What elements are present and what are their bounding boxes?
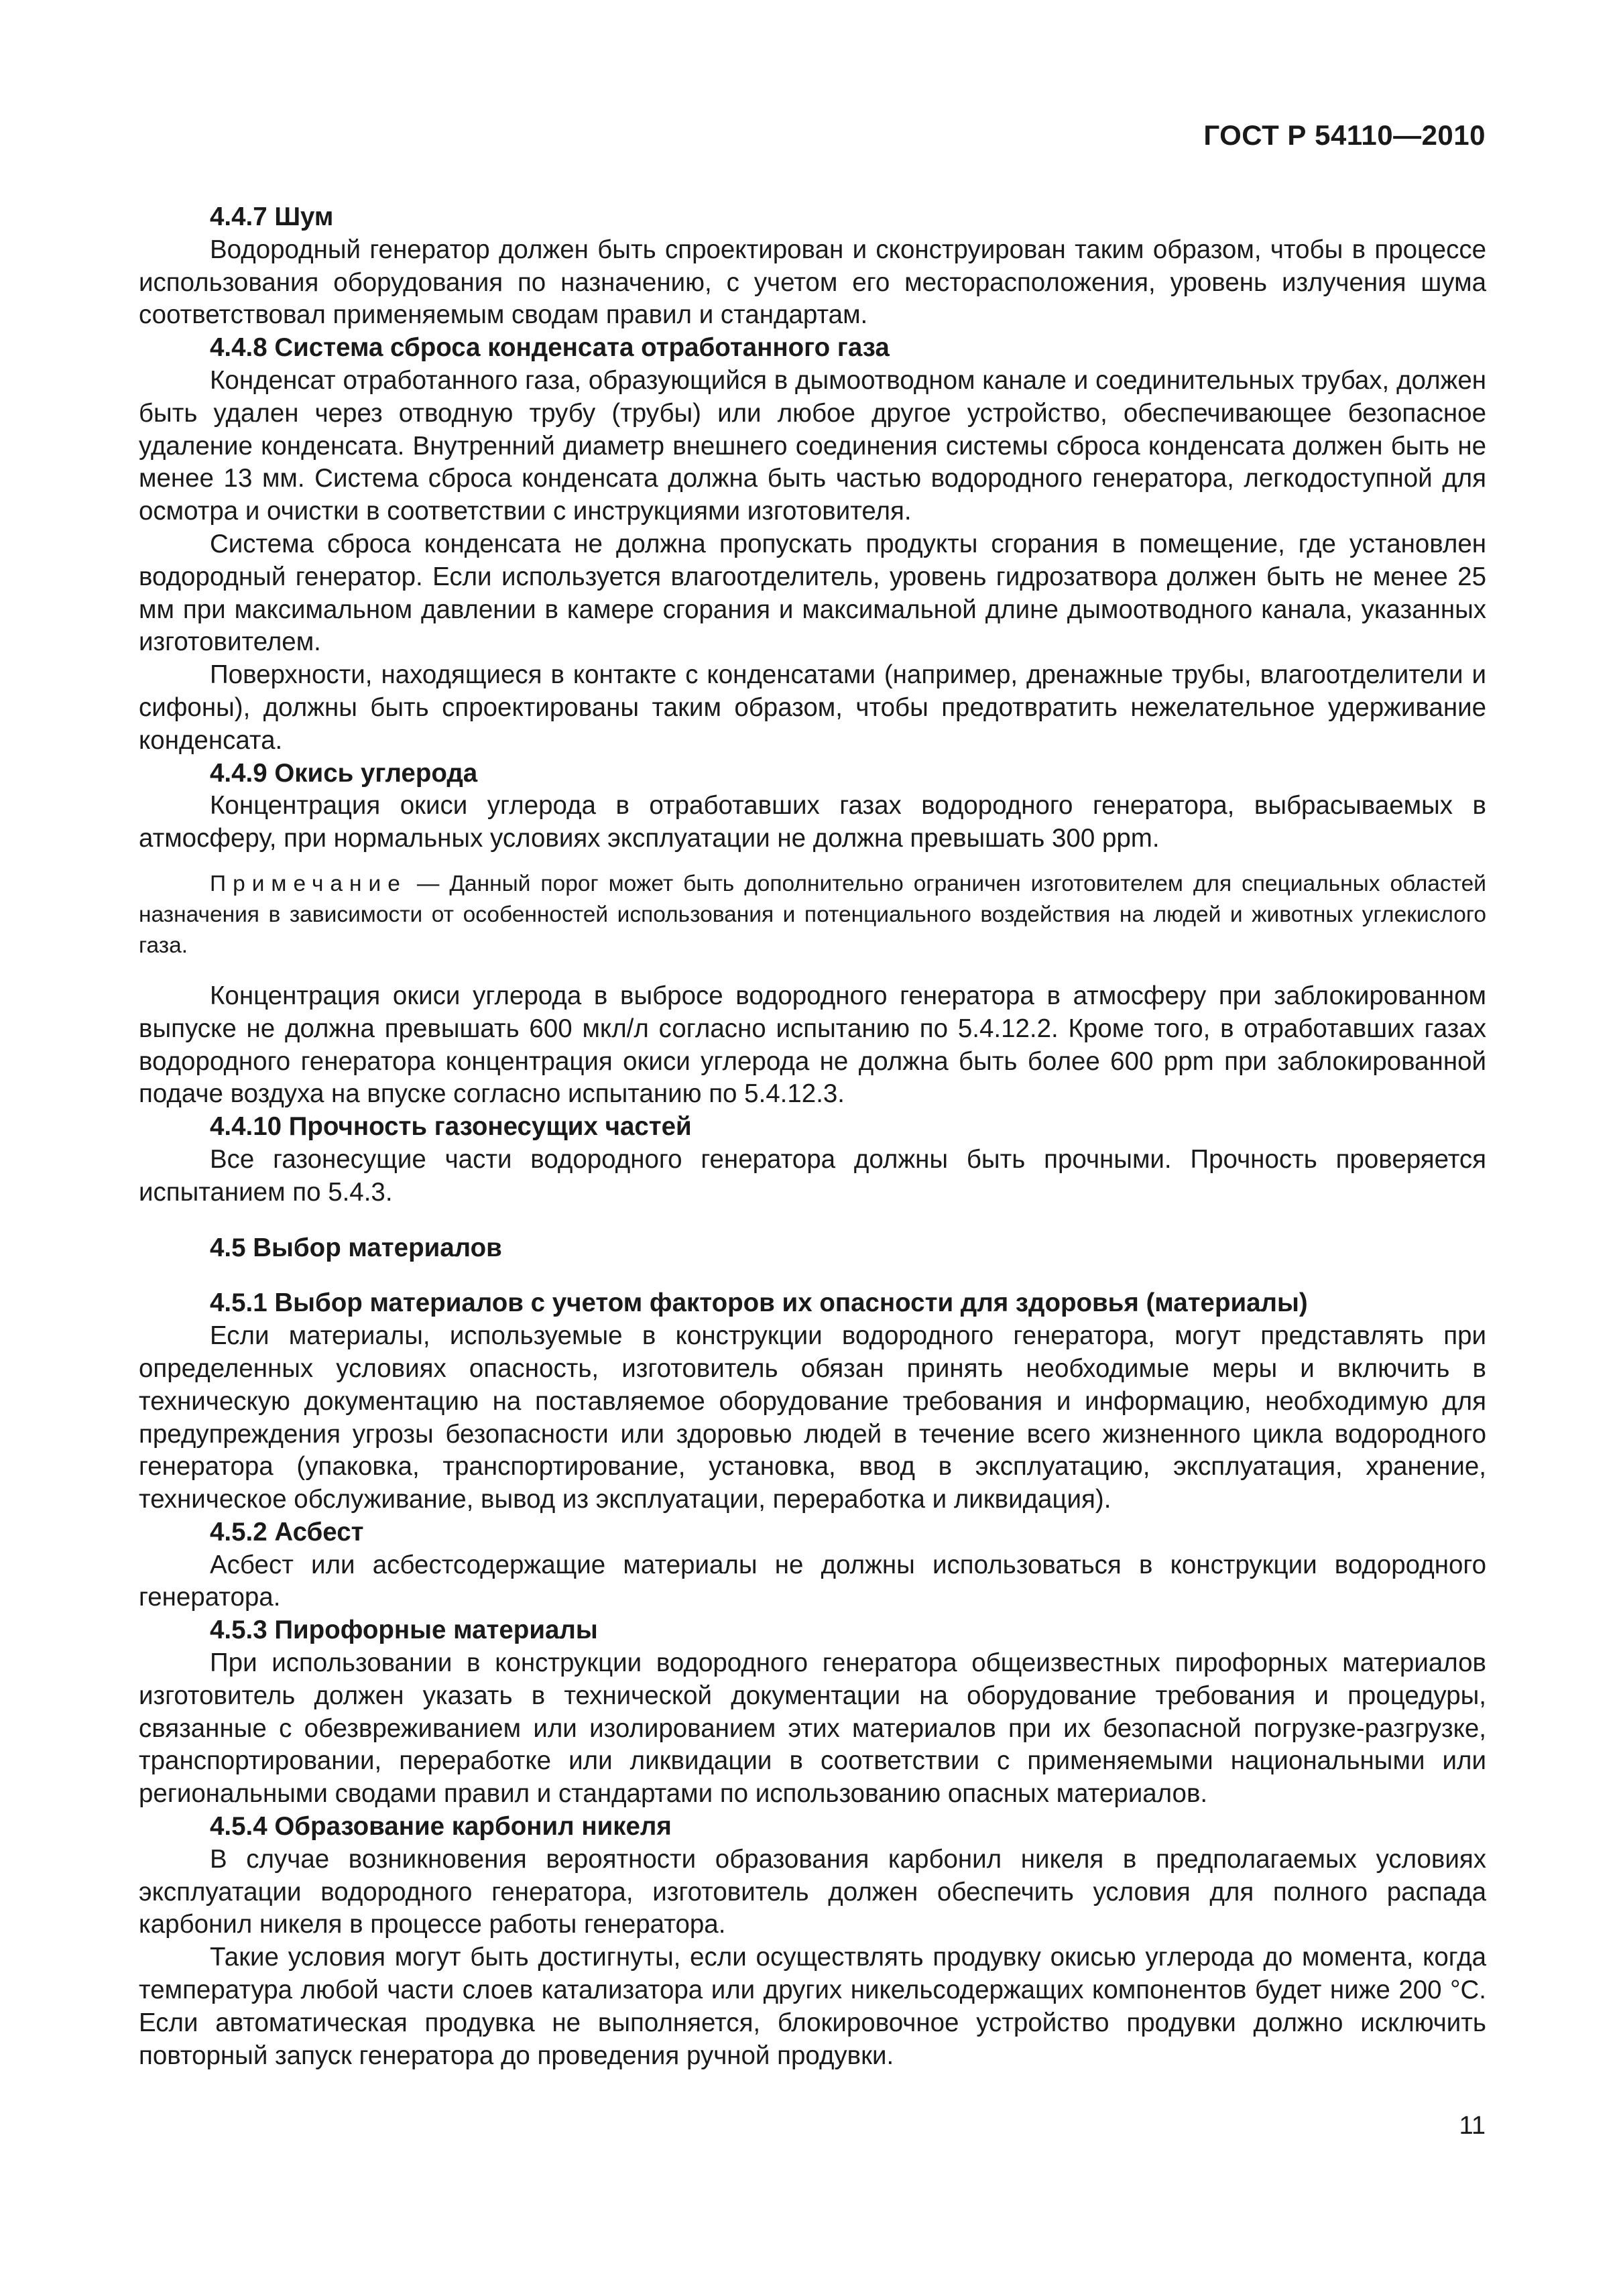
- note: [139, 869, 1486, 961]
- paragraph: Водородный генератор должен быть спроектирован и сконструирован таким образом, чтобы в процессе использования оборудования по назначению, с учетом его месторасположения, уровень излучения шума соответствовал применяемым сводам правил и стандартам.: [139, 235, 1486, 330]
- note-label: Примечание: [210, 871, 407, 896]
- section-heading-4-5-3: 4.5.3 Пирофорные материалы: [210, 1616, 598, 1645]
- document-code: ГОСТ Р 54110—2010: [1203, 119, 1486, 151]
- paragraph: Все газонесущие части водородного генератора должны быть прочными. Прочность проверяется испытанием по 5.4.3.: [139, 1144, 1486, 1207]
- paragraph: Концентрация окиси углерода в отработавших газах водородного генератора, выбрасываемых в атмосферу, при нормальных условиях эксплуатации не должна превышать 300 ppm.: [139, 791, 1486, 853]
- paragraph: В случае возникновения вероятности образования карбонил никеля в предполагаемых условиях эксплуатации водородного генератора, изготовитель должен обеспечить условия для полного распада карбонил никеля в процессе работы генератора.: [139, 1844, 1486, 1939]
- page-number: 11: [1459, 2112, 1486, 2140]
- paragraph: Конденсат отработанного газа, образующийся в дымоотводном канале и соединительных трубах, должен быть удален через отводную трубу (трубы) или любое другое устройство, обеспечивающее безопасное удаление конденсата. Внутренний диаметр внешнего соединения системы сброса конденсата должен быть не менее 13 мм. Система сброса конденсата должна быть частью водородного генератора, легкодоступной для осмотра и очистки в соответствии с инструкциями изготовителя.: [139, 365, 1486, 526]
- paragraph: Поверхности, находящиеся в контакте с конденсатами (например, дренажные трубы, влагоотделители и сифоны), должны быть спроектированы таким образом, чтобы предотвратить нежелательное удерживание конденсата.: [139, 660, 1486, 755]
- paragraph: Система сброса конденсата не должна пропускать продукты сгорания в помещение, где установлен водородный генератор. Если используется влагоотделитель, уровень гидрозатвора должен быть не менее 25 мм при максимальном давлении в камере сгорания и максимальной длине дымоотводного канала, указанных изготовителем.: [139, 529, 1486, 657]
- paragraph: Концентрация окиси углерода в выбросе водородного генератора в атмосферу при заблокированном выпуске не должна превышать 600 мкл/л согласно испытанию по 5.4.12.2. Кроме того, в отработавших газах водородного генератора концентрация окиси углерода не должна быть более 600 ppm при заблокированной подаче воздуха на впуске согласно испытанию по 5.4.12.3.: [139, 981, 1486, 1109]
- section-heading-4-4-7: 4.4.7 Шум: [210, 202, 334, 231]
- section-heading-4-5: 4.5 Выбор материалов: [210, 1233, 502, 1262]
- paragraph: Асбест или асбестсодержащие материалы не должны использоваться в конструкции водородного генератора.: [139, 1550, 1486, 1612]
- section-heading-4-4-8: 4.4.8 Система сброса конденсата отработанного газа: [210, 333, 890, 363]
- note-text: — Данный порог может быть дополнительно ограничен изготовителем для специальных областей назначения в зависимости от особенностей использования и потенциального воздействия на людей и животных углекислого газа.: [139, 871, 1486, 958]
- paragraph: Такие условия могут быть достигнуты, если осуществлять продувку окисью углерода до момента, когда температура любой части слоев катализатора или других никельсодержащих компонентов будет ниже 200 °С. Если автоматическая продувка не выполняется, блокировочное устройство продувки должно исключить повторный запуск генератора до проведения ручной продувки.: [139, 1943, 1486, 2070]
- section-heading-4-5-1: 4.5.1 Выбор материалов с учетом факторов их опасности для здоровья (материалы): [210, 1288, 1308, 1318]
- paragraph: Если материалы, используемые в конструкции водородного генератора, могут представлять при определенных условиях опасность, изготовитель обязан принять необходимые меры и включить в техническую документацию на поставляемое оборудование требования и информацию, необходимую для предупреждения угрозы безопасности или здоровью людей в течение всего жизненного цикла водородного генератора (упаковка, транспортирование, установка, ввод в эксплуатацию, эксплуатация, хранение, техническое обслуживание, вывод из эксплуатации, переработка и ликвидация).: [139, 1321, 1486, 1514]
- section-heading-4-5-4: 4.5.4 Образование карбонил никеля: [210, 1812, 672, 1841]
- section-heading-4-4-10: 4.4.10 Прочность газонесущих частей: [210, 1112, 692, 1142]
- section-heading-4-5-2: 4.5.2 Асбест: [210, 1517, 364, 1547]
- paragraph: При использовании в конструкции водородного генератора общеизвестных пирофорных материалов изготовитель должен указать в технической документации на оборудование требования и процедуры, связанные с обезвреживанием или изолированием этих материалов при их безопасной погрузке-разгрузке, транспортировании, переработке или ликвидации в соответствии с применяемыми национальными или региональными сводами правил и стандартами по использованию опасных материалов.: [139, 1648, 1486, 1809]
- section-heading-4-4-9: 4.4.9 Окись углерода: [210, 758, 478, 788]
- page-body: [139, 201, 1486, 2072]
